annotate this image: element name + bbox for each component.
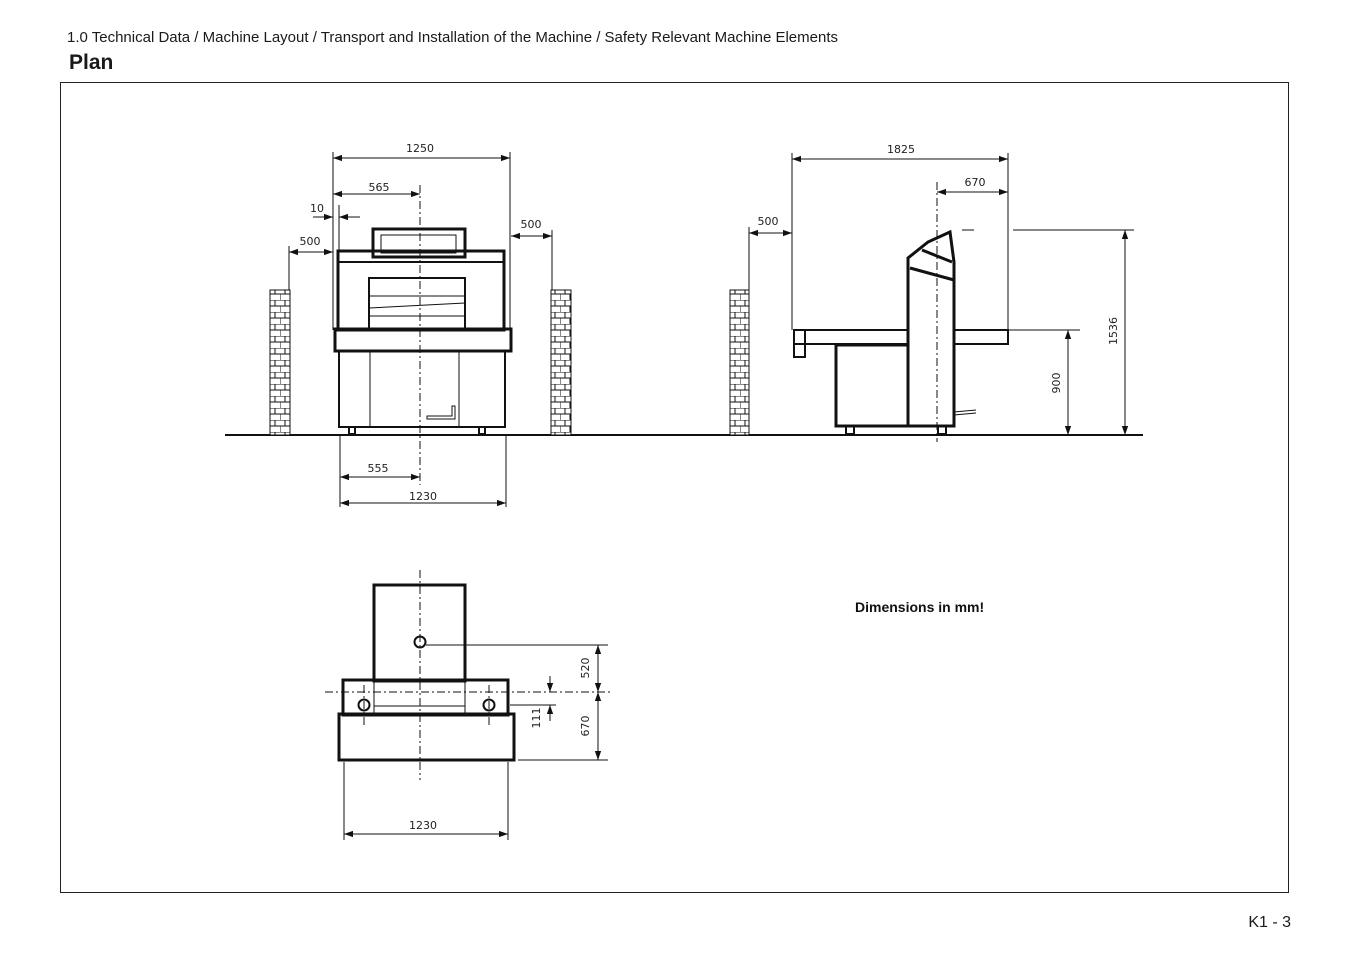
dim-plan-base-width: 1230: [409, 819, 437, 832]
dim-foot-offset: 520: [579, 657, 592, 679]
dim-table-height: 900: [1050, 372, 1063, 394]
dim-overall-top-width: 1250: [406, 142, 434, 155]
plan-view: [325, 570, 610, 840]
machine-side: [794, 232, 1008, 434]
wall-right: [551, 290, 571, 435]
dim-base-width: 1230: [409, 490, 437, 503]
dim-overall-height: 1536: [1107, 317, 1120, 345]
front-view: [225, 142, 735, 507]
dim-wall-clearance-left: 500: [299, 235, 321, 248]
dim-center-offset-bottom: 555: [367, 462, 389, 475]
wall-side: [730, 290, 749, 435]
dim-center-gap: 111: [530, 707, 543, 729]
machine-plan: [339, 585, 514, 760]
dim-wall-clearance-right: 500: [520, 218, 542, 231]
machine-front: [335, 229, 511, 434]
page-title: Plan: [69, 51, 114, 74]
page-number: K1 - 3: [1248, 914, 1291, 931]
dim-front-depth: 670: [579, 715, 592, 737]
breadcrumb: 1.0 Technical Data / Machine Layout / Transport and Installation of the Machine / Safety Relevant Machine Elements: [67, 29, 838, 46]
dimensions-note: Dimensions in mm!: [855, 599, 985, 615]
side-view: [730, 143, 1143, 442]
wall-left: [270, 290, 290, 435]
dim-rear-depth: 670: [964, 176, 986, 189]
dim-edge-gap: 10: [310, 202, 324, 215]
dim-wall-clearance-side: 500: [757, 215, 779, 228]
dim-center-offset-top: 565: [368, 181, 390, 194]
side-dimensions: [749, 143, 1134, 435]
dim-overall-depth: 1825: [887, 143, 915, 156]
plan-dimensions: [344, 645, 608, 840]
